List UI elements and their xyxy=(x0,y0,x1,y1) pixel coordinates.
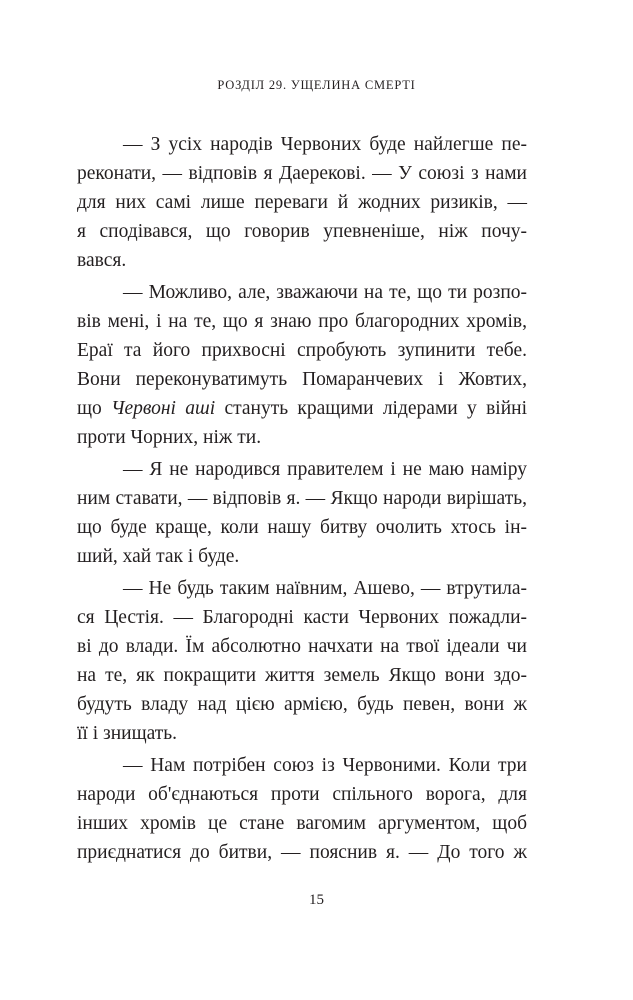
italic-text-run: Червоні аші xyxy=(111,398,216,419)
text-line: приєднатися до битви, — пояснив я. — До того ж xyxy=(77,842,527,863)
text-line: будуть владу над цією армією, будь певен, вони ж xyxy=(77,694,527,715)
text-line: — Не будь таким наївним, Ашево, — втрутила- xyxy=(123,578,527,599)
text-line: проти Чорних, ніж ти. xyxy=(77,427,262,448)
text-line: інших хромів це стане вагомим аргументом, щоб xyxy=(77,813,527,834)
text-line: я сподівався, що говорив упевненіше, ніж почу- xyxy=(77,221,527,242)
text-line: на те, як покращити життя земель Якщо вони здо- xyxy=(77,665,527,686)
text-line: — Нам потрібен союз із Червоними. Коли три xyxy=(123,755,527,776)
text-line: реконати, — відповів я Даерекові. — У союзі з нами xyxy=(77,163,527,184)
text-line: ся Цестія. — Благородні касти Червоних пожадли- xyxy=(77,607,527,628)
text-line: її і знищать. xyxy=(77,723,178,744)
text-line: ним ставати, — відповів я. — Якщо народи вирішать, xyxy=(77,488,527,509)
text-line: Вони переконуватимуть Помаранчевих і Жовтих, xyxy=(77,369,527,390)
body-text xyxy=(77,130,527,867)
text-line: вів мені, і на те, що я знаю про благородних хромів, xyxy=(77,311,527,332)
text-line: — Я не народився правителем і не маю наміру xyxy=(123,459,527,480)
running-head: РОЗДІЛ 29. УЩЕЛИНА СМЕРТІ xyxy=(217,78,416,92)
text-line: для них самі лише переваги й жодних ризиків, — xyxy=(77,192,527,213)
text-run: що xyxy=(77,398,112,419)
text-line: ший, хай так і буде. xyxy=(77,546,240,567)
text-line: — Можливо, але, зважаючи на те, що ти розпо- xyxy=(123,282,527,303)
text-line: Ераї та його прихвосні спробують зупинити тебе. xyxy=(77,340,527,361)
page-number: 15 xyxy=(309,892,324,908)
text-line: ві до влади. Їм абсолютно начхати на твої ідеали чи xyxy=(77,636,527,657)
text-line-with-italic xyxy=(77,394,527,423)
text-run: стануть кращими лідерами у війні xyxy=(215,398,527,419)
text-line: народи об'єднаються проти спільного ворога, для xyxy=(77,784,527,805)
text-line: — З усіх народів Червоних буде найлегше пе- xyxy=(123,134,527,155)
text-line: вався. xyxy=(77,250,127,271)
text-line: що буде краще, коли нашу битву очолить хтось ін- xyxy=(77,517,527,538)
